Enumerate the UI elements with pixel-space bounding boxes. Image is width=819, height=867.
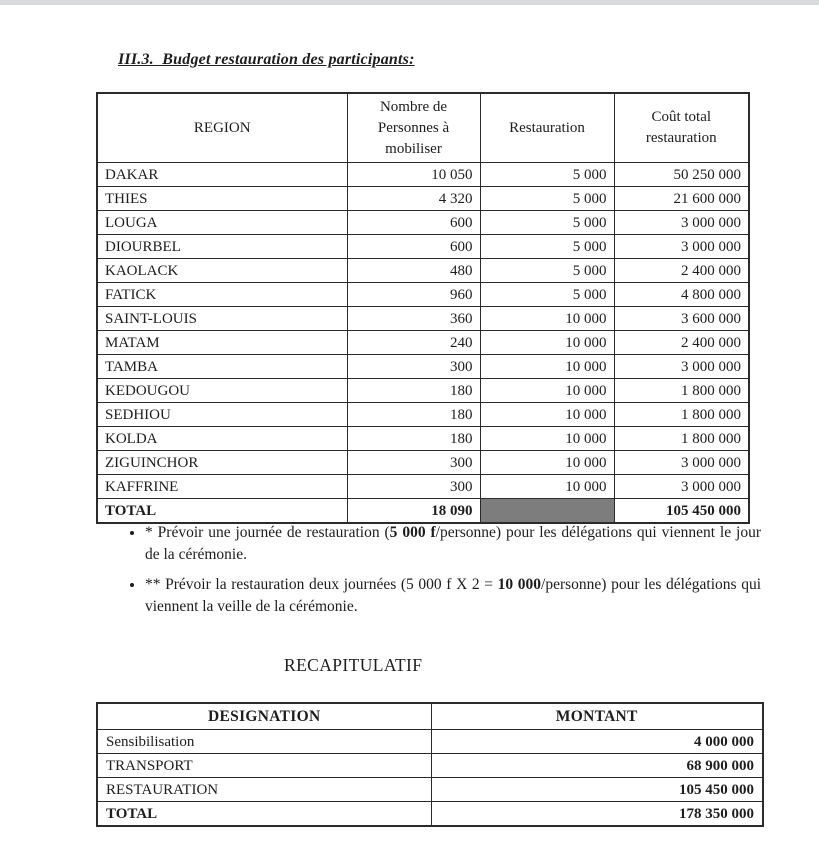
personnes-cell: 300 [347, 451, 480, 475]
cout-total-cell: 3 000 000 [614, 235, 749, 259]
restauration-cell: 10 000 [480, 451, 614, 475]
cout-total-cell: 3 000 000 [614, 451, 749, 475]
note-text-segment: /personne) pour les délégations qui viennent la veille de la cérémonie. [145, 576, 762, 615]
region-cell: SEDHIOU [97, 403, 347, 427]
designation-cell: TOTAL [97, 802, 431, 827]
region-cell: KEDOUGOU [97, 379, 347, 403]
recap-table [96, 702, 764, 827]
cout-total-cell: 3 000 000 [614, 475, 749, 499]
personnes-cell: 180 [347, 379, 480, 403]
restauration-cell: 10 000 [480, 427, 614, 451]
restauration-cell: 10 000 [480, 475, 614, 499]
personnes-cell: 300 [347, 355, 480, 379]
note-text-segment: * Prévoir une journée de restauration ( [145, 524, 390, 541]
budget-row [97, 427, 749, 451]
cout-total-cell: 21 600 000 [614, 187, 749, 211]
note-text-segment: 5 000 f [389, 524, 436, 541]
note-item [145, 522, 761, 566]
section-title: III.3. Budget restauration des participants: [118, 51, 415, 68]
personnes-cell: 960 [347, 283, 480, 307]
cout-total-cell: 1 800 000 [614, 427, 749, 451]
budget-table-body [97, 163, 749, 524]
col-header-personnes: Nombre de Personnes à mobiliser [347, 93, 480, 163]
designation-cell: Sensibilisation [97, 730, 431, 754]
budget-row [97, 475, 749, 499]
restauration-cell: 5 000 [480, 259, 614, 283]
montant-cell: 68 900 000 [431, 754, 763, 778]
scan-edge-artifact [0, 0, 819, 5]
region-cell: LOUGA [97, 211, 347, 235]
personnes-cell: 600 [347, 211, 480, 235]
region-cell: FATICK [97, 283, 347, 307]
cout-total-cell: 4 800 000 [614, 283, 749, 307]
restauration-cell: 10 000 [480, 355, 614, 379]
region-cell: KAFFRINE [97, 475, 347, 499]
cout-total-cell: 2 400 000 [614, 259, 749, 283]
region-cell: KOLDA [97, 427, 347, 451]
region-cell: TAMBA [97, 355, 347, 379]
personnes-cell: 18 090 [347, 499, 480, 524]
personnes-cell: 600 [347, 235, 480, 259]
region-cell: KAOLACK [97, 259, 347, 283]
note-item [145, 574, 761, 618]
designation-cell: TRANSPORT [97, 754, 431, 778]
budget-row [97, 283, 749, 307]
restauration-cell: 5 000 [480, 283, 614, 307]
restauration-cell: 5 000 [480, 163, 614, 187]
recap-row [97, 730, 763, 754]
region-cell: DIOURBEL [97, 235, 347, 259]
recap-row [97, 754, 763, 778]
personnes-cell: 180 [347, 403, 480, 427]
budget-row [97, 355, 749, 379]
personnes-cell: 360 [347, 307, 480, 331]
budget-table-header [97, 93, 749, 163]
budget-header-row [97, 93, 749, 163]
col-header-montant: MONTANT [431, 703, 763, 730]
budget-row [97, 259, 749, 283]
recap-table-body [97, 730, 763, 827]
cout-total-cell: 3 000 000 [614, 211, 749, 235]
montant-cell: 105 450 000 [431, 778, 763, 802]
budget-row [97, 379, 749, 403]
budget-table [96, 92, 750, 524]
personnes-cell: 480 [347, 259, 480, 283]
recap-header-row [97, 703, 763, 730]
restauration-cell: 10 000 [480, 307, 614, 331]
cout-total-cell: 2 400 000 [614, 331, 749, 355]
col-header-cout-total: Coût total restauration [614, 93, 749, 163]
personnes-cell: 240 [347, 331, 480, 355]
restauration-cell: 10 000 [480, 403, 614, 427]
budget-row [97, 451, 749, 475]
montant-cell: 178 350 000 [431, 802, 763, 827]
note-text-segment: ** Prévoir la restauration deux journées (5 000 f X 2 = [145, 576, 498, 593]
region-cell: SAINT-LOUIS [97, 307, 347, 331]
cout-total-cell: 1 800 000 [614, 403, 749, 427]
personnes-cell: 4 320 [347, 187, 480, 211]
note-text-segment: /personne) pour les délégations qui viennent le jour de la cérémonie. [145, 524, 761, 563]
recap-title: RECAPITULATIF [284, 655, 423, 675]
personnes-cell: 10 050 [347, 163, 480, 187]
region-cell: THIES [97, 187, 347, 211]
budget-row [97, 235, 749, 259]
restauration-cell: 10 000 [480, 379, 614, 403]
designation-cell: RESTAURATION [97, 778, 431, 802]
recap-row [97, 778, 763, 802]
budget-row [97, 163, 749, 187]
budget-row [97, 331, 749, 355]
cout-total-cell: 1 800 000 [614, 379, 749, 403]
col-header-region: REGION [97, 93, 347, 163]
budget-row [97, 187, 749, 211]
budget-row [97, 211, 749, 235]
personnes-cell: 180 [347, 427, 480, 451]
note-text-segment: 10 000 [497, 576, 542, 593]
budget-row [97, 403, 749, 427]
notes-list [110, 522, 761, 626]
cout-total-cell: 3 600 000 [614, 307, 749, 331]
montant-cell: 4 000 000 [431, 730, 763, 754]
restauration-cell: 5 000 [480, 211, 614, 235]
cout-total-cell: 50 250 000 [614, 163, 749, 187]
region-cell: TOTAL [97, 499, 347, 524]
personnes-cell: 300 [347, 475, 480, 499]
region-cell: DAKAR [97, 163, 347, 187]
region-cell: ZIGUINCHOR [97, 451, 347, 475]
recap-total-row [97, 802, 763, 827]
budget-total-row [97, 499, 749, 524]
restauration-cell: 5 000 [480, 187, 614, 211]
recap-table-header [97, 703, 763, 730]
restauration-cell [480, 499, 614, 524]
budget-row [97, 307, 749, 331]
cout-total-cell: 105 450 000 [614, 499, 749, 524]
col-header-restauration: Restauration [480, 93, 614, 163]
region-cell: MATAM [97, 331, 347, 355]
restauration-cell: 5 000 [480, 235, 614, 259]
cout-total-cell: 3 000 000 [614, 355, 749, 379]
col-header-designation: DESIGNATION [97, 703, 431, 730]
restauration-cell: 10 000 [480, 331, 614, 355]
